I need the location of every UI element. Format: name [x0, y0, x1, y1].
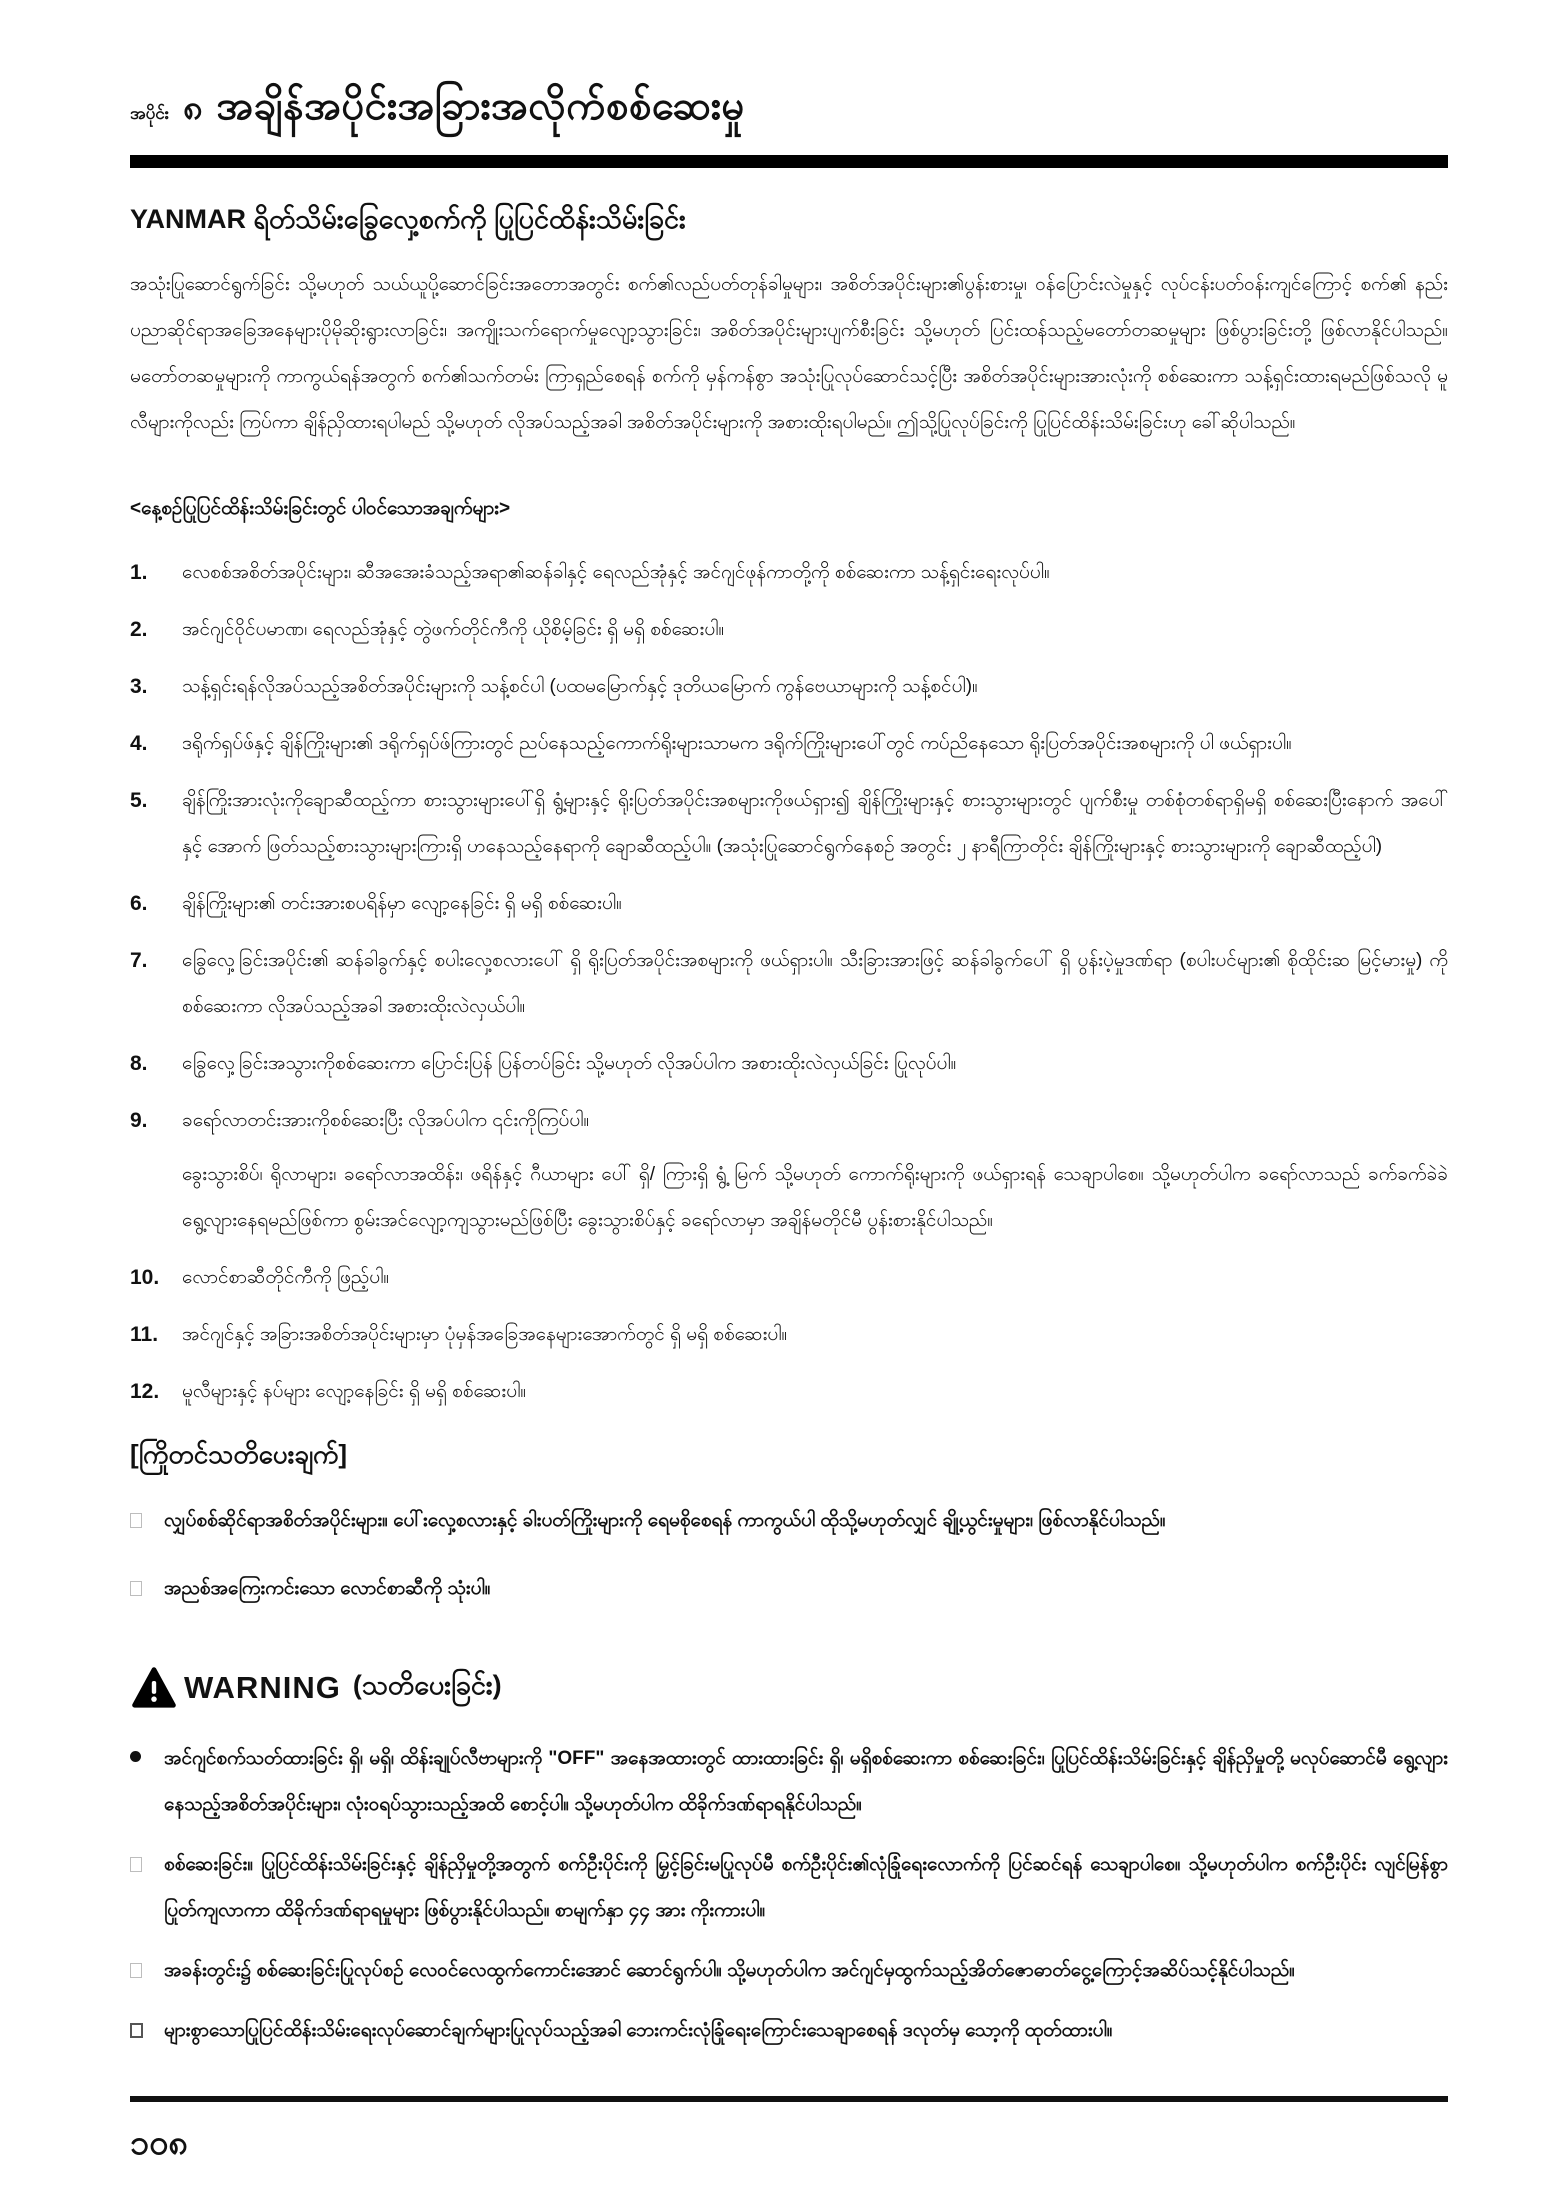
square-glyph — [130, 1513, 142, 1528]
warning-label-suffix: (သတိပေးခြင်း) — [352, 1670, 502, 1700]
daily-maintenance-list — [130, 550, 1448, 1415]
warning-item — [130, 1948, 1448, 1994]
bullet-square-icon — [130, 1842, 164, 1872]
square-glyph — [130, 2023, 143, 2038]
warning-item-text: စစ်ဆေးခြင်း။ ပြုပြင်ထိန်းသိမ်းခြင်းနှင့် ချိန်ညှိမှုတို့အတွက် စက်ဦးပိုင်းကို မြှင့်ခြင်းမပြုလုပ်မီ စက်ဦးပိုင်း၏လုံခြုံရေးလောက်ကို ပြင်ဆင်ရန် သေချာပါစေ။ သို့မဟုတ်ပါက စက်ဦးပိုင်း လျင်မြန်စွာပြုတ်ကျလာကာ ထိခိုက်ဒဏ်ရာရမှုများ ဖြစ်ပွားနိုင်ပါသည်။ စာမျက်နှာ ၄၄ အား ကိုးကားပါ။ — [164, 1854, 1448, 1921]
warning-item — [130, 1842, 1448, 1934]
list-item — [130, 1098, 1448, 1244]
precaution-item — [130, 1498, 1448, 1544]
list-item-number: 9. — [130, 1109, 148, 1132]
list-item-number: 11. — [130, 1323, 159, 1346]
square-glyph — [130, 1963, 142, 1978]
list-item-text: မူလီများနှင့် နပ်များ လျော့နေခြင်း ရှိ မရှိ စစ်ဆေးပါ။ — [182, 1381, 527, 1402]
list-item-number: 3. — [130, 675, 148, 698]
list-item-number: 1. — [130, 561, 148, 584]
list-item — [130, 607, 1448, 653]
warning-triangle-icon — [130, 1666, 178, 1710]
list-item-text: လောင်စာဆီတိုင်ကီကို ဖြည့်ပါ။ — [182, 1267, 390, 1288]
list-item-text: သန့်ရှင်းရန်လိုအပ်သည့်အစိတ်အပိုင်းများကို သန့်စင်ပါ (ပထမမြောက်နှင့် ဒုတိယမြောက် ကွန်ဗေယာများကို သန့်စင်ပါ)။ — [182, 676, 978, 697]
bullet-dot-icon — [130, 1736, 164, 1762]
footer-rule — [130, 2096, 1448, 2102]
list-item — [130, 938, 1448, 1030]
list-item-text: လေစစ်အစိတ်အပိုင်းများ၊ ဆီအအေးခံသည့်အရာ၏ဆန်ခါနှင့် ရေလည်အုံနှင့် အင်ဂျင်ဖုန်ကာတို့ကို စစ်ဆေးကာ သန့်ရှင်းရေးလုပ်ပါ။ — [182, 562, 1050, 583]
warning-item — [130, 2008, 1448, 2054]
warning-item-text: အခန်းတွင်း၌ စစ်ဆေးခြင်းပြုလုပ်စဉ် လေဝင်လေထွက်ကောင်းအောင် ဆောင်ရွက်ပါ။ သို့မဟုတ်ပါက အင်ဂျင်မှထွက်သည့်အိတ်ဇောဓာတ်ငွေ့ကြောင့်အဆိပ်သင့်နိုင်ပါသည်။ — [164, 1960, 1295, 1981]
list-item — [130, 1312, 1448, 1358]
bullet-square-icon — [130, 2008, 164, 2038]
section-label: အပိုင်း — [130, 104, 170, 123]
warning-label: WARNING — [184, 1670, 341, 1705]
chapter-header — [130, 80, 1448, 168]
bullet-square-icon — [130, 1948, 164, 1978]
precaution-item — [130, 1566, 1448, 1612]
list-item — [130, 778, 1448, 870]
list-item-text: ချိန်ကြိုးအားလုံးကိုချောဆီထည့်ကာ စားသွားများပေါ်ရှိ ရွံ့များနှင့် ရိုးပြတ်အပိုင်းအစများကိုဖယ်ရှား၍ ချိန်ကြိုးများနှင့် စားသွားများတွင် ပျက်စီးမှု တစ်စုံတစ်ရာရှိမရှိ စစ်ဆေးပြီးနောက် အပေါ်နှင့် အောက် ဖြတ်သည့်စားသွားများကြားရှိ ဟနေသည့်နေရာကို ချောဆီထည့်ပါ။ (အသုံးပြုဆောင်ရွက်နေစဉ် အတွင်း ၂ နာရီကြာတိုင်း ချိန်ကြိုးများနှင့် စားသွားများကို ချောဆီထည့်ပါ) — [182, 790, 1448, 857]
precaution-item-text: လျှပ်စစ်ဆိုင်ရာအစိတ်အပိုင်းများ။ ပေါ်းလှေ့စလားနှင့် ခါးပတ်ကြိုးများကို ရေမစိုစေရန် ကာကွယ်ပါ ထိုသို့မဟုတ်လျှင် ချို့ယွင်းမှုများ၊ ဖြစ်လာနိုင်ပါသည်။ — [164, 1510, 1166, 1531]
page-number: ၁၀၈ — [130, 2124, 188, 2162]
list-item-number: 12. — [130, 1380, 160, 1403]
warning-item-text: များစွာသောပြုပြင်ထိန်းသိမ်းရေးလုပ်ဆောင်ချက်များပြုလုပ်သည့်အခါ ဘေးကင်းလုံခြုံရေးကြောင်းသေချာစေရန် ဒလုတ်မှ သော့ကို ထုတ်ထားပါ။ — [164, 2020, 1113, 2041]
list-item-text: ချိန်ကြိုးများ၏ တင်းအားစပရိန်မှာ လျော့နေခြင်း ရှိ မရှိ စစ်ဆေးပါ။ — [182, 893, 622, 914]
square-glyph — [130, 1857, 142, 1872]
list-item-text: အင်ဂျင်နှင့် အခြားအစိတ်အပိုင်းများမှာ ပုံမှန်အခြေအနေများအောက်တွင် ရှိ မရှိ စစ်ဆေးပါ။ — [182, 1324, 788, 1345]
list-item — [130, 550, 1448, 596]
intro-heading: YANMAR ရိတ်သိမ်းခြွေလှေ့စက်ကို ပြုပြင်ထိန်းသိမ်းခြင်း — [130, 204, 686, 234]
list-item-text: ဒရိုက်ရှပ်ဖ်နှင့် ချိန်ကြိုးများ၏ ဒရိုက်ရှပ်ဖ်ကြားတွင် ညပ်နေသည့်ကောက်ရိုးများသာမက ဒရိုက်ကြိုးများပေါ်တွင် ကပ်ညိနေသော ရိုးပြတ်အပိုင်းအစများကို ပါ ဖယ်ရှားပါ။ — [182, 733, 1292, 754]
list-item-text: ခြွေလှေ့ခြင်းအသွားကိုစစ်ဆေးကာ ပြောင်းပြန် ပြန်တပ်ခြင်း သို့မဟုတ် လိုအပ်ပါက အစားထိုးလဲလှယ်ခြင်း ပြုလုပ်ပါ။ — [182, 1053, 957, 1074]
intro-paragraph: အသုံးပြုဆောင်ရွက်ခြင်း သို့မဟုတ် သယ်ယူပို့ဆောင်ခြင်းအတောအတွင်း စက်၏လည်ပတ်တုန်ခါမှုများ၊ အစိတ်အပိုင်းများ၏ပွန်းစားမှု၊ ဝန်ပြောင်းလဲမှုနှင့် လုပ်ငန်းပတ်ဝန်းကျင်ကြောင့် စက်၏ နည်းပညာဆိုင်ရာအခြေအနေများပိုမိုဆိုးရွားလာခြင်း၊ အကျိုးသက်ရောက်မှုလျော့သွားခြင်း၊ အစိတ်အပိုင်းများပျက်စီးခြင်း သို့မဟုတ် ပြင်းထန်သည့်မတော်တဆမှုများ ဖြစ်ပွားခြင်းတို့ ဖြစ်လာနိုင်ပါသည်။ မတော်တဆမှုများကို ကာကွယ်ရန်အတွက် စက်၏သက်တမ်း ကြာရှည်စေရန် စက်ကို မှန်ကန်စွာ အသုံးပြုလုပ်ဆောင်သင့်ပြီး အစိတ်အပိုင်းများအားလုံးကို စစ်ဆေးကာ သန့်ရှင်းထားရမည်ဖြစ်သလို မူလီများကိုလည်း ကြပ်ကာ ချိန်ညှိထားရပါမည် သို့မဟုတ် လိုအပ်သည့်အခါ အစိတ်အပိုင်းများကို အစားထိုးရပါမည်။ ဤသို့ပြုလုပ်ခြင်းကို ပြုပြင်ထိန်းသိမ်းခြင်းဟု ခေါ်ဆိုပါသည်။ — [130, 274, 1448, 433]
square-glyph — [130, 1581, 142, 1596]
section-number: ၈ — [183, 89, 203, 127]
precaution-item-text: အညစ်အကြေးကင်းသော လောင်စာဆီကို သုံးပါ။ — [164, 1578, 491, 1599]
list-item-number: 10. — [130, 1266, 160, 1289]
bullet-square-icon — [130, 1566, 164, 1596]
list-item-number: 7. — [130, 949, 148, 972]
list-item-number: 6. — [130, 892, 148, 915]
page-footer — [130, 2096, 1448, 2171]
list-item-text: ခြွေလှေ့ခြင်းအပိုင်း၏ ဆန်ခါခွက်နှင့် စပါးလှေ့စလားပေါ် ရှိ ရိုးပြတ်အပိုင်းအစများကို ဖယ်ရှားပါ။ သီးခြားအားဖြင့် ဆန်ခါခွက်ပေါ် ရှိ ပွန်းပဲ့မှုဒဏ်ရာ (စပါးပင်များ၏ စိုထိုင်းဆ မြင့်မားမှု) ကိုစစ်ဆေးကာ လိုအပ်သည့်အခါ အစားထိုးလဲလှယ်ပါ။ — [182, 950, 1448, 1017]
warning-item — [130, 1736, 1448, 1828]
chapter-title-row — [130, 80, 1448, 139]
header-rule — [130, 155, 1448, 168]
warning-item-text: အင်ဂျင်စက်သတ်ထားခြင်း ရှိ၊ မရှိ၊ ထိန်းချုပ်လီဗာများကို "OFF" အနေအထားတွင် ထားထားခြင်း ရှိ၊ မရှိစစ်ဆေးကာ စစ်ဆေးခြင်း၊ ပြုပြင်ထိန်းသိမ်းခြင်းနှင့် ချိန်ညှိမှုတို့ မလုပ်ဆောင်မီ ရွေ့လျားနေသည့်အစိတ်အပိုင်းများ၊ လုံးဝရပ်သွားသည့်အထိ စောင့်ပါ။ သို့မဟုတ်ပါက ထိခိုက်ဒဏ်ရာရနိုင်ပါသည်။ — [164, 1748, 1448, 1815]
list-item — [130, 1041, 1448, 1087]
list-item-number: 5. — [130, 789, 148, 812]
page-body — [130, 202, 1448, 2054]
warning-heading — [130, 1666, 1448, 1710]
dot-glyph — [130, 1751, 141, 1762]
page-title: အချိန်အပိုင်းအခြားအလိုက်စစ်ဆေးမှု — [216, 84, 745, 128]
list-item-text: ခရော်လာတင်းအားကိုစစ်ဆေးပြီး လိုအပ်ပါက ၎င်းကိုကြပ်ပါ။ — [182, 1110, 590, 1131]
warning-list — [130, 1736, 1448, 2054]
list-item — [130, 664, 1448, 710]
daily-maintenance-heading: <နေ့စဉ်ပြုပြင်ထိန်းသိမ်းခြင်းတွင် ပါဝင်သောအချက်များ> — [130, 498, 511, 519]
list-item — [130, 1255, 1448, 1301]
precaution-list — [130, 1498, 1448, 1612]
list-item — [130, 881, 1448, 927]
list-item-number: 2. — [130, 618, 148, 641]
list-item — [130, 721, 1448, 767]
list-item-number: 4. — [130, 732, 148, 755]
list-item-text: အင်ဂျင်ဝိုင်ပမာဏ၊ ရေလည်အုံနှင့် တွဲဖက်တိုင်ကီကို ယိုစိမ့်ခြင်း ရှိ မရှိ စစ်ဆေးပါ။ — [182, 619, 725, 640]
list-item-note: ခွေးသွားစိပ်၊ ရိုလာများ၊ ခရော်လာအထိန်း၊ ဖရိန်နှင့် ဂီယာများ ပေါ် ရှိ/ ကြားရှိ ရွံ့ မြက် သို့မဟုတ် ကောက်ရိုးများကို ဖယ်ရှားရန် သေချာပါစေ။ သို့မဟုတ်ပါက ခရော်လာသည် ခက်ခက်ခဲခဲရွေ့လျားနေရမည်ဖြစ်ကာ စွမ်းအင်လျော့ကျသွားမည်ဖြစ်ပြီး ခွေးသွားစိပ်နှင့် ခရော်လာမှာ အချိန်မတိုင်မီ ပွန်းစားနိုင်ပါသည်။ — [182, 1164, 1448, 1231]
list-item — [130, 1369, 1448, 1415]
precaution-heading: [ကြိုတင်သတိပေးချက်] — [130, 1439, 348, 1469]
list-item-number: 8. — [130, 1052, 148, 1075]
bullet-square-icon — [130, 1498, 164, 1528]
